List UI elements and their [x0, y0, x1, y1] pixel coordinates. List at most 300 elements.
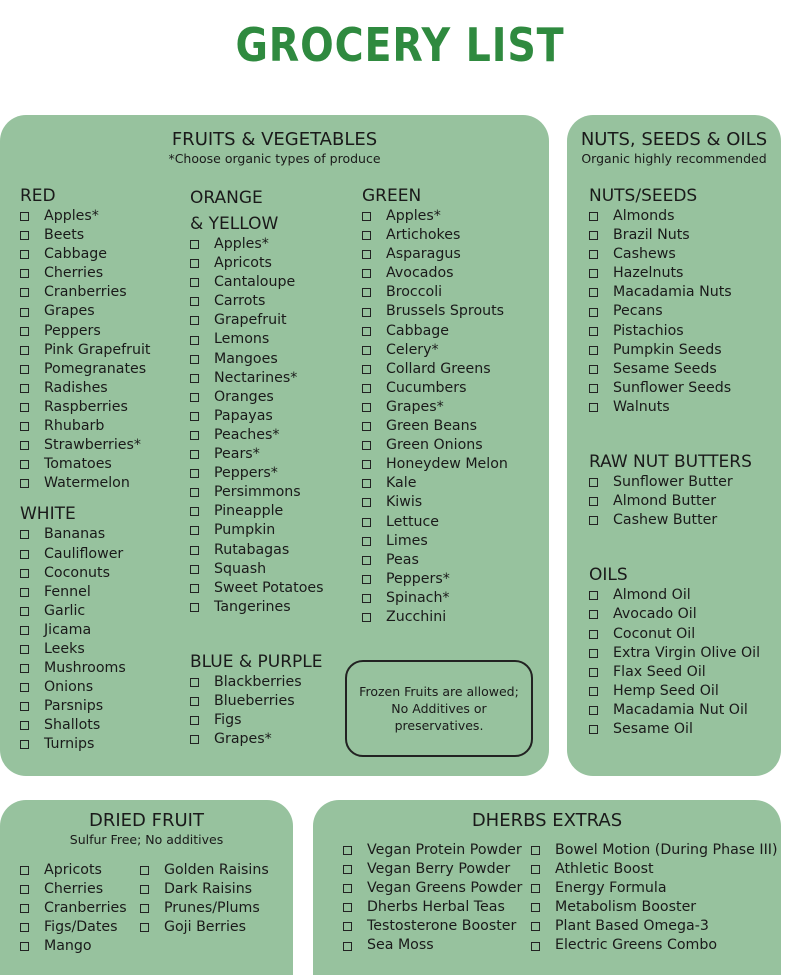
list-item: [190, 350, 324, 369]
list-item: [20, 226, 150, 245]
checkbox[interactable]: [20, 664, 29, 673]
checkbox[interactable]: [190, 526, 199, 535]
checkbox[interactable]: [343, 922, 352, 931]
checkbox[interactable]: [589, 478, 598, 487]
list-item: [190, 692, 324, 711]
checkbox[interactable]: [20, 607, 29, 616]
checkbox[interactable]: [362, 537, 371, 546]
checkbox[interactable]: [20, 346, 29, 355]
list-item: [20, 621, 150, 640]
section-heading-yellow: & YELLOW: [190, 214, 279, 234]
checkbox[interactable]: [20, 327, 29, 336]
list-item: [20, 302, 150, 321]
list-item: [20, 564, 150, 583]
checkbox[interactable]: [589, 231, 598, 240]
item-label: Testosterone Booster: [367, 918, 517, 935]
checkbox[interactable]: [362, 250, 371, 259]
checkbox[interactable]: [20, 569, 29, 578]
checkbox[interactable]: [362, 518, 371, 527]
list-item: [589, 322, 760, 341]
checkbox[interactable]: [190, 735, 199, 744]
checkbox[interactable]: [190, 678, 199, 687]
item-label: Strawberries*: [44, 437, 142, 454]
list-item: [190, 730, 324, 749]
checkbox[interactable]: [20, 231, 29, 240]
list-item: [190, 369, 324, 388]
checkbox[interactable]: [20, 250, 29, 259]
item-label: Cranberries: [44, 284, 127, 301]
fruits-vegetables-panel: [0, 115, 549, 776]
list-item: [20, 207, 150, 226]
item-label: Pumpkin Seeds: [613, 341, 722, 358]
checkbox[interactable]: [20, 588, 29, 597]
checkbox[interactable]: [343, 846, 352, 855]
checkbox[interactable]: [20, 904, 29, 913]
item-label: Cherries: [44, 881, 104, 898]
checkbox[interactable]: [589, 725, 598, 734]
dried-fruit-column-2: [140, 861, 269, 937]
checkbox[interactable]: [20, 479, 29, 488]
list-item: [589, 226, 760, 245]
section-heading-white: WHITE: [20, 504, 76, 525]
list-item: [362, 589, 508, 608]
checkbox[interactable]: [20, 645, 29, 654]
list-item: [20, 341, 150, 360]
item-label: Cauliflower: [44, 545, 124, 562]
list-item: [190, 407, 324, 426]
checkbox[interactable]: [589, 346, 598, 355]
list-item: [589, 341, 760, 360]
item-label: Apricots: [214, 255, 272, 272]
checkbox[interactable]: [190, 565, 199, 574]
checkbox[interactable]: [190, 297, 199, 306]
checkbox[interactable]: [589, 327, 598, 336]
list-item: [343, 879, 522, 898]
list-item: [589, 720, 760, 739]
checkbox[interactable]: [589, 269, 598, 278]
list-item: [362, 513, 508, 532]
panel-subheading: Organic highly recommended: [581, 151, 767, 166]
list-item: [20, 360, 150, 379]
list-item: [589, 701, 760, 720]
item-label: Apples*: [214, 236, 269, 252]
item-label: Coconuts: [44, 564, 111, 581]
item-label: Parsnips: [44, 698, 104, 715]
checkbox[interactable]: [343, 942, 352, 951]
list-item: [343, 841, 522, 860]
checkbox[interactable]: [343, 884, 352, 893]
item-label: Almonds: [613, 208, 675, 224]
item-label: Vegan Berry Powder: [367, 861, 511, 878]
checkbox[interactable]: [20, 702, 29, 711]
section-heading-red: RED: [20, 186, 56, 206]
extras-list-2: [531, 841, 778, 956]
list-item: [20, 525, 150, 544]
list-item: [589, 398, 760, 417]
item-label: Tomatoes: [44, 456, 112, 473]
item-label: Avocado Oil: [613, 606, 697, 623]
list-item: [589, 586, 760, 605]
item-label: Cherries: [44, 265, 104, 282]
checkbox[interactable]: [20, 422, 29, 431]
list-item: [190, 388, 324, 407]
item-label: Papayas: [214, 407, 273, 424]
list-item: [343, 860, 522, 879]
checkbox[interactable]: [362, 422, 371, 431]
item-label: Nectarines*: [214, 369, 298, 386]
checkbox[interactable]: [190, 697, 199, 706]
checkbox[interactable]: [362, 575, 371, 584]
checkbox[interactable]: [20, 866, 29, 875]
list-item: [589, 379, 760, 398]
checkbox[interactable]: [589, 649, 598, 658]
checkbox[interactable]: [362, 498, 371, 507]
checkbox[interactable]: [140, 866, 149, 875]
item-label: Lemons: [214, 331, 270, 348]
list-item: [531, 860, 778, 879]
item-label: Macadamia Nuts: [613, 284, 732, 301]
panel-heading: DHERBS EXTRAS: [471, 810, 623, 831]
item-label: Mushrooms: [44, 660, 126, 677]
list-item: [362, 360, 508, 379]
item-label: Tangerines: [214, 598, 291, 615]
list-item: [20, 398, 150, 417]
list-item: [589, 245, 760, 264]
checkbox[interactable]: [20, 288, 29, 297]
checkbox[interactable]: [20, 460, 29, 469]
item-label: Sesame Oil: [613, 720, 693, 737]
list-item: [20, 283, 150, 302]
checkbox[interactable]: [362, 460, 371, 469]
item-label: Blackberries: [214, 673, 302, 690]
list-item: [531, 936, 778, 955]
checkbox[interactable]: [362, 479, 371, 488]
checkbox[interactable]: [20, 365, 29, 374]
item-label: Watermelon: [44, 475, 130, 492]
checkbox[interactable]: [589, 250, 598, 259]
item-label: Cranberries: [44, 900, 127, 917]
item-label: Broccoli: [386, 284, 443, 301]
section-heading-orange: ORANGE: [190, 188, 263, 208]
checkbox[interactable]: [20, 550, 29, 559]
list-item: [362, 322, 508, 341]
checkbox[interactable]: [20, 403, 29, 412]
item-label: Green Beans: [386, 418, 478, 435]
checkbox[interactable]: [362, 441, 371, 450]
checkbox[interactable]: [20, 721, 29, 730]
list-item: [531, 917, 778, 936]
list-item: [343, 936, 522, 955]
checkbox[interactable]: [362, 403, 371, 412]
checkbox[interactable]: [343, 865, 352, 874]
checkbox[interactable]: [362, 384, 371, 393]
checkbox[interactable]: [362, 613, 371, 622]
checkbox[interactable]: [589, 516, 598, 525]
checkbox[interactable]: [190, 488, 199, 497]
checkbox[interactable]: [362, 231, 371, 240]
list-item: [20, 264, 150, 283]
checkbox[interactable]: [589, 288, 598, 297]
item-label: Extra Virgin Olive Oil: [613, 644, 761, 661]
checkbox[interactable]: [20, 740, 29, 749]
checkbox[interactable]: [589, 384, 598, 393]
list-item: [20, 659, 150, 678]
checkbox[interactable]: [589, 403, 598, 412]
checkbox[interactable]: [190, 469, 199, 478]
list-item: [362, 436, 508, 455]
item-label: Figs: [214, 712, 242, 729]
item-label: Vegan Greens Powder: [367, 880, 523, 897]
item-label: Flax Seed Oil: [613, 663, 706, 680]
list-item: [140, 861, 269, 880]
checkbox[interactable]: [362, 327, 371, 336]
checkbox[interactable]: [190, 603, 199, 612]
checkbox[interactable]: [362, 556, 371, 565]
checkbox[interactable]: [190, 450, 199, 459]
item-label: Athletic Boost: [555, 861, 654, 878]
checkbox[interactable]: [20, 683, 29, 692]
checkbox[interactable]: [140, 923, 149, 932]
item-label: Avocados: [386, 265, 454, 282]
checkbox[interactable]: [190, 507, 199, 516]
red-column: [20, 187, 150, 755]
checkbox[interactable]: [531, 884, 540, 893]
checkbox[interactable]: [20, 384, 29, 393]
item-label: Cashew Butter: [613, 512, 718, 529]
checkbox[interactable]: [589, 610, 598, 619]
checkbox[interactable]: [362, 212, 371, 221]
item-label: Bowel Motion (During Phase III): [555, 842, 778, 858]
item-label: Zucchini: [386, 608, 447, 625]
checkbox[interactable]: [20, 269, 29, 278]
list-item: [589, 682, 760, 701]
checkbox[interactable]: [362, 269, 371, 278]
panel-heading: NUTS, SEEDS & OILS: [580, 129, 768, 150]
item-label: Hazelnuts: [613, 265, 684, 282]
checkbox[interactable]: [20, 308, 29, 317]
dried-fruit-list-2: [140, 861, 269, 937]
item-label: Persimmons: [214, 484, 301, 501]
list-item: [20, 640, 150, 659]
list-item: [362, 474, 508, 493]
checkbox[interactable]: [190, 546, 199, 555]
item-label: Pears*: [214, 446, 260, 463]
checkbox[interactable]: [190, 431, 199, 440]
checkbox[interactable]: [531, 922, 540, 931]
list-item: [589, 492, 760, 511]
list-item: [531, 879, 778, 898]
item-label: Kale: [386, 475, 417, 492]
item-label: Cabbage: [386, 322, 450, 339]
checkbox[interactable]: [20, 626, 29, 635]
item-label: Spinach*: [386, 589, 450, 606]
item-label: Pumpkin: [214, 522, 276, 539]
checkbox[interactable]: [190, 316, 199, 325]
list-item: [589, 473, 760, 492]
list-item: [362, 417, 508, 436]
checkbox[interactable]: [20, 212, 29, 221]
checkbox[interactable]: [190, 412, 199, 421]
list-item: [20, 545, 150, 564]
item-label: Carrots: [214, 293, 266, 310]
list-item: [362, 245, 508, 264]
item-label: Onions: [44, 679, 94, 696]
item-label: Cucumbers: [386, 379, 467, 396]
item-label: Celery*: [386, 341, 439, 358]
orange-yellow-column: [190, 185, 324, 749]
list-item: [362, 379, 508, 398]
checkbox[interactable]: [20, 530, 29, 539]
item-label: Peppers: [44, 322, 101, 339]
checkbox[interactable]: [362, 346, 371, 355]
checkbox[interactable]: [140, 904, 149, 913]
checkbox[interactable]: [362, 594, 371, 603]
checkbox[interactable]: [589, 308, 598, 317]
checkbox[interactable]: [190, 240, 199, 249]
list-item: [20, 880, 127, 899]
list-item: [190, 711, 324, 730]
checkbox[interactable]: [190, 278, 199, 287]
item-label: Pistachios: [613, 322, 684, 339]
orange-yellow-list: [190, 235, 324, 617]
checkbox[interactable]: [362, 288, 371, 297]
item-label: Peaches*: [214, 426, 280, 443]
checkbox[interactable]: [531, 903, 540, 912]
list-item: [589, 207, 760, 226]
list-item: [343, 917, 522, 936]
item-label: Grapes*: [214, 731, 272, 748]
panel-heading: DRIED FRUIT: [89, 810, 204, 831]
checkbox[interactable]: [589, 706, 598, 715]
list-item: [190, 311, 324, 330]
checkbox[interactable]: [190, 374, 199, 383]
item-label: Apples*: [44, 208, 99, 224]
checkbox[interactable]: [531, 846, 540, 855]
list-item: [531, 841, 778, 860]
checkbox[interactable]: [140, 885, 149, 894]
item-label: Prunes/Plums: [164, 900, 260, 917]
section-heading-oils: OILS: [589, 565, 628, 586]
checkbox[interactable]: [531, 865, 540, 874]
list-item: [589, 511, 760, 530]
list-item: [190, 579, 324, 598]
list-item: [20, 697, 150, 716]
item-label: Electric Greens Combo: [555, 937, 718, 954]
page-title: GROCERY LIST: [235, 18, 565, 72]
panel-heading: FRUITS & VEGETABLES: [171, 129, 378, 150]
list-item: [362, 570, 508, 589]
section-heading-raw-nut-butters: RAW NUT BUTTERS: [589, 452, 752, 473]
nuts-seeds-column: [589, 187, 760, 739]
list-item: [190, 273, 324, 292]
list-item: [190, 464, 324, 483]
checkbox[interactable]: [362, 308, 371, 317]
checkbox[interactable]: [362, 365, 371, 374]
item-label: Radishes: [44, 379, 108, 396]
checkbox[interactable]: [190, 716, 199, 725]
list-item: [362, 302, 508, 321]
red-list: [20, 207, 150, 493]
checkbox[interactable]: [589, 497, 598, 506]
checkbox[interactable]: [20, 942, 29, 951]
checkbox[interactable]: [589, 365, 598, 374]
list-item: [20, 602, 150, 621]
checkbox[interactable]: [190, 393, 199, 402]
checkbox[interactable]: [589, 591, 598, 600]
dried-fruit-panel: [0, 800, 293, 975]
nuts-seeds-oils-panel: [567, 115, 781, 776]
panel-subheading: Sulfur Free; No additives: [69, 832, 224, 847]
item-label: Lettuce: [386, 513, 440, 530]
item-label: Grapes*: [386, 398, 444, 415]
item-label: Oranges: [214, 388, 274, 405]
list-item: [362, 455, 508, 474]
item-label: Pineapple: [214, 503, 284, 520]
nuts-seeds-list: [589, 207, 760, 417]
checkbox[interactable]: [190, 584, 199, 593]
list-item: [190, 502, 324, 521]
checkbox[interactable]: [589, 630, 598, 639]
list-item: [20, 716, 150, 735]
checkbox[interactable]: [589, 668, 598, 677]
section-heading-nuts-seeds: NUTS/SEEDS: [589, 186, 698, 206]
list-item: [589, 283, 760, 302]
item-label: Sesame Seeds: [613, 360, 717, 377]
item-label: Peppers*: [214, 465, 278, 482]
item-label: Green Onions: [386, 437, 483, 454]
item-label: Bananas: [44, 526, 106, 543]
checkbox[interactable]: [589, 212, 598, 221]
list-item: [190, 560, 324, 579]
checkbox[interactable]: [20, 441, 29, 450]
checkbox[interactable]: [589, 687, 598, 696]
checkbox[interactable]: [343, 903, 352, 912]
item-label: Energy Formula: [555, 880, 667, 897]
checkbox[interactable]: [190, 259, 199, 268]
list-item: [589, 264, 760, 283]
item-label: Peppers*: [386, 570, 450, 587]
item-label: Rutabagas: [214, 541, 290, 558]
item-label: Artichokes: [386, 227, 461, 244]
extras-list-1: [343, 841, 522, 956]
list-item: [20, 678, 150, 697]
item-label: Pomegranates: [44, 360, 147, 377]
section-heading-green: GREEN: [362, 186, 422, 206]
item-label: Sweet Potatoes: [214, 579, 324, 596]
item-label: Mangoes: [214, 350, 278, 367]
checkbox[interactable]: [190, 336, 199, 345]
item-label: Cashews: [613, 246, 676, 263]
item-label: Hemp Seed Oil: [613, 682, 719, 699]
list-item: [362, 226, 508, 245]
dried-fruit-column-1: [20, 861, 127, 956]
item-label: Brazil Nuts: [613, 227, 690, 244]
list-item: [362, 551, 508, 570]
item-label: Cabbage: [44, 246, 108, 263]
list-item: [20, 245, 150, 264]
list-item: [362, 207, 508, 226]
item-label: Shallots: [44, 717, 101, 734]
checkbox[interactable]: [20, 923, 29, 932]
item-label: Blueberries: [214, 692, 295, 709]
checkbox[interactable]: [531, 942, 540, 951]
checkbox[interactable]: [190, 355, 199, 364]
item-label: Almond Oil: [613, 587, 691, 604]
item-label: Rhubarb: [44, 418, 105, 435]
list-item: [140, 918, 269, 937]
list-item: [20, 583, 150, 602]
checkbox[interactable]: [20, 885, 29, 894]
